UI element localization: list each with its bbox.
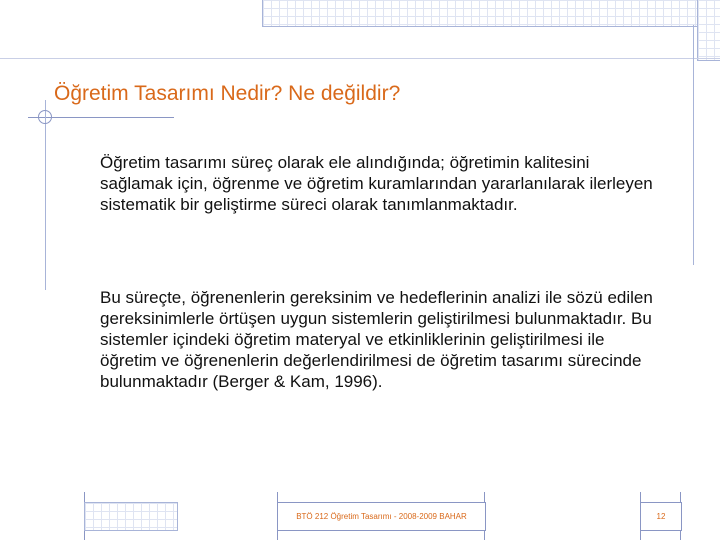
- footer-page-number: 12: [640, 502, 682, 531]
- frame-circle-ornament: [38, 110, 52, 124]
- top-grid-panel: [262, 0, 720, 27]
- footer-left-grid-panel: [84, 502, 178, 531]
- right-grid-panel: [697, 0, 720, 61]
- slide-title: Öğretim Tasarımı Nedir? Ne değildir?: [54, 82, 401, 105]
- process-paragraph: Bu süreçte, öğrenenlerin gereksinim ve hedeflerinin analizi ile sözü edilen gereksinimlerle örtüşen uygun sistemlerin geliştirilmesi bulunmaktadır. Bu sistemler içindeki öğretim materyal ve etkinliklerinin geliştirilmesi ile öğretim ve öğrenenlerin değerlendirilmesi de öğretim tasarımı sürecinde bulunmaktadır (Berger & Kam, 1996).: [100, 288, 653, 391]
- frame-right-vertical: [693, 25, 694, 265]
- frame-left-vertical: [45, 100, 46, 290]
- definition-paragraph: Öğretim tasarımı süreç olarak ele alındığında; öğretimin kalitesini sağlamak için, öğrenme ve öğretim kuramlarından yararlanılarak ilerleyen sistematik bir geliştirme süreci olarak tanımlanmaktadır.: [100, 153, 653, 214]
- frame-top-rule: [0, 58, 720, 59]
- footer-course-label: BTÖ 212 Öğretim Tasarımı - 2008-2009 BAHAR: [277, 502, 486, 531]
